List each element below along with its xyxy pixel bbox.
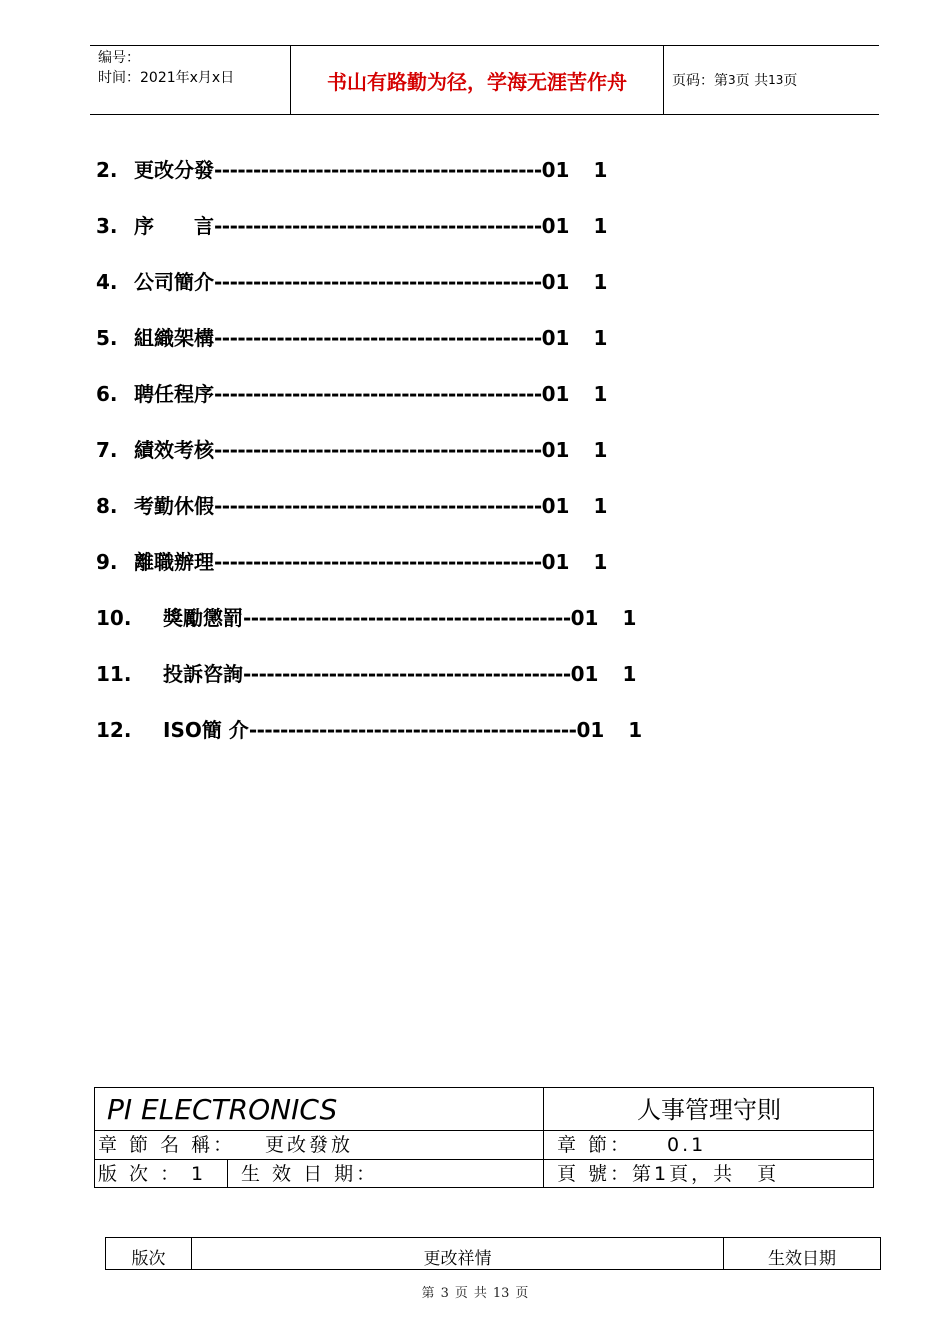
toc-subpage: 1 [593, 326, 608, 350]
toc-subpage: 1 [593, 214, 608, 238]
page-no-suffix: 頁，共 頁 [669, 1163, 780, 1185]
page-header [90, 45, 879, 115]
toc-subpage: 1 [593, 438, 608, 462]
toc-page: 01 [541, 382, 570, 406]
footer-text: 页 [454, 1286, 468, 1301]
page-total: 13 [768, 73, 784, 87]
manual-title: 人事管理守則 [637, 1096, 781, 1124]
footer-total: 13 [492, 1286, 510, 1301]
toc-leader: ------------------------------------------ [214, 214, 542, 238]
toc-subpage: 1 [622, 606, 637, 630]
toc-leader: ------------------------------------------ [214, 158, 542, 182]
toc-subpage: 1 [593, 494, 608, 518]
version-value: 1 [191, 1163, 207, 1185]
toc-title: 獎勵懲罰 [163, 606, 243, 630]
toc-page: 01 [541, 438, 570, 462]
toc-number: 6. [96, 382, 118, 406]
chapter-value: 0.1 [667, 1134, 707, 1156]
toc-number: 7. [96, 438, 118, 462]
toc-title: 公司簡介 [134, 270, 214, 294]
version-label: 版 次 ： [98, 1163, 183, 1185]
toc-leader: ------------------------------------------ [214, 270, 542, 294]
toc-subpage: 1 [622, 662, 637, 686]
chapter-info-table [94, 1087, 874, 1188]
toc-entry[interactable] [96, 486, 607, 526]
header-meta [98, 48, 290, 88]
toc-entry[interactable] [96, 598, 636, 638]
chapter-name-label: 章 節 名 稱： [98, 1134, 236, 1156]
toc-number: 2. [96, 158, 118, 182]
toc-leader: ------------------------------------------ [214, 550, 542, 574]
toc-leader: ------------------------------------------ [214, 326, 542, 350]
revision-table [105, 1237, 881, 1270]
footer-current: 3 [440, 1286, 449, 1301]
toc-number: 5. [96, 326, 118, 350]
footer-text: 共 [473, 1286, 487, 1301]
toc-entry[interactable] [96, 206, 607, 246]
footer-text: 页 [515, 1286, 529, 1301]
page-no-label [557, 1160, 779, 1188]
page-label: 页码：第 [672, 73, 728, 89]
toc-title: 序 言 [134, 214, 214, 238]
toc-entry[interactable] [96, 430, 607, 470]
header-divider [663, 46, 664, 114]
doc-number-label: 编号： [98, 50, 140, 66]
toc-subpage: 1 [593, 550, 608, 574]
footer-text: 第 [421, 1286, 435, 1301]
toc-title: 績效考核 [134, 438, 214, 462]
toc-subpage: 1 [593, 158, 608, 182]
toc-leader: ------------------------------------------ [248, 718, 577, 742]
toc-number: 10. [96, 606, 132, 630]
page-end: 页 [783, 73, 798, 89]
header-date: 时间：2021年x月x日 [98, 70, 235, 86]
chapter-name-value: 更改發放 [265, 1134, 354, 1156]
toc-title: 組織架構 [134, 326, 214, 350]
toc-page: 01 [541, 214, 570, 238]
revision-col-version: 版次 [131, 1249, 166, 1269]
page-mid: 页 共 [735, 73, 769, 89]
page-footer [0, 1282, 950, 1301]
page-no-value: 1 [654, 1163, 670, 1185]
toc-page: 01 [570, 606, 599, 630]
toc-leader: ------------------------------------------ [243, 662, 571, 686]
company-name: PI ELECTRONICS [107, 1093, 338, 1126]
toc-subpage: 1 [628, 718, 643, 742]
effective-date-label: 生 效 日 期： [241, 1163, 379, 1185]
toc-page: 01 [570, 662, 599, 686]
chapter-label: 章 節： [557, 1134, 633, 1156]
header-page-info [672, 46, 797, 114]
toc-page: 01 [541, 158, 570, 182]
toc-page: 01 [541, 326, 570, 350]
toc-subpage: 1 [593, 382, 608, 406]
toc-entry[interactable] [96, 262, 607, 302]
toc-leader: ------------------------------------------ [214, 438, 542, 462]
toc-title: ISO簡 介 [163, 718, 249, 742]
toc-number: 9. [96, 550, 118, 574]
revision-col-details: 更改祥情 [423, 1249, 492, 1269]
toc-leader: ------------------------------------------ [243, 606, 571, 630]
toc-page: 01 [541, 494, 570, 518]
toc-page: 01 [541, 270, 570, 294]
toc-number: 3. [96, 214, 118, 238]
toc-entry[interactable] [96, 542, 607, 582]
toc-title: 考勤休假 [134, 494, 214, 518]
toc-number: 4. [96, 270, 118, 294]
toc-entry[interactable] [96, 318, 607, 358]
toc-title: 投訴咨詢 [163, 662, 243, 686]
toc-title: 聘任程序 [134, 382, 214, 406]
page-no-prefix: 頁 號：第 [557, 1163, 655, 1185]
revision-col-date: 生效日期 [768, 1249, 836, 1269]
toc-title: 離職辦理 [134, 550, 214, 574]
toc-number: 11. [96, 662, 132, 686]
toc-leader: ------------------------------------------ [214, 382, 542, 406]
toc-entry[interactable] [96, 150, 607, 190]
toc-number: 12. [96, 718, 132, 742]
toc-number: 8. [96, 494, 118, 518]
toc-entry[interactable] [96, 654, 636, 694]
toc-leader: ------------------------------------------ [214, 494, 542, 518]
toc-subpage: 1 [593, 270, 608, 294]
header-slogan: 书山有路勤为径，学海无涯苦作舟 [327, 69, 627, 94]
table-divider [227, 1160, 228, 1188]
toc-entry[interactable] [96, 710, 642, 750]
toc-page: 01 [541, 550, 570, 574]
toc-title: 更改分發 [134, 158, 214, 182]
page-current: 3 [728, 73, 736, 87]
toc-entry[interactable] [96, 374, 607, 414]
toc-page: 01 [576, 718, 605, 742]
